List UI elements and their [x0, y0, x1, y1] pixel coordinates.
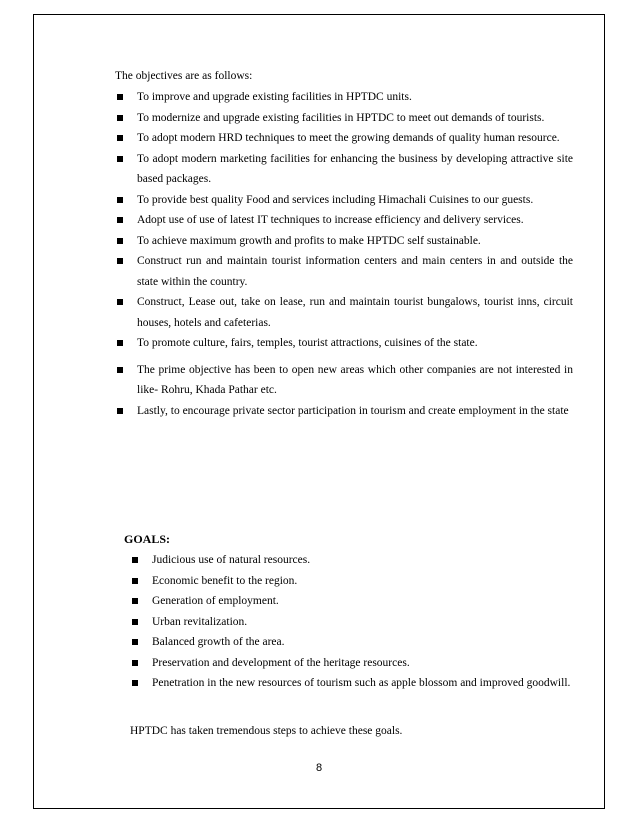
list-item [115, 210, 573, 231]
square-bullet-icon [117, 238, 123, 244]
list-item [115, 333, 573, 354]
square-bullet-icon [117, 217, 123, 223]
list-item [130, 673, 573, 694]
list-item [115, 401, 573, 422]
list-item-text: To promote culture, fairs, temples, tourist attractions, cuisines of the state. [137, 337, 478, 349]
list-item-text: Construct, Lease out, take on lease, run and maintain tourist bungalows, tourist inns, circuit houses, hotels and cafeterias. [137, 296, 573, 329]
list-item [115, 360, 573, 401]
square-bullet-icon [132, 619, 138, 625]
list-item [115, 108, 573, 129]
square-bullet-icon [132, 680, 138, 686]
square-bullet-icon [117, 340, 123, 346]
objectives-list [115, 87, 573, 421]
square-bullet-icon [117, 115, 123, 121]
list-item [115, 292, 573, 333]
list-item-text: Urban revitalization. [152, 615, 248, 628]
list-item-text: The prime objective has been to open new areas which other companies are not interested in like- Rohru, Khada Pathar etc. [137, 363, 573, 396]
square-bullet-icon [117, 367, 123, 373]
list-item [115, 149, 573, 190]
list-item [130, 612, 573, 633]
square-bullet-icon [117, 299, 123, 305]
list-item-text: To achieve maximum growth and profits to make HPTDC self sustainable. [137, 234, 481, 247]
list-item [130, 550, 573, 571]
list-item-text: To adopt modern HRD techniques to meet the growing demands of quality human resource. [137, 132, 560, 144]
list-item-text: To modernize and upgrade existing facilities in HPTDC to meet out demands of tourists. [137, 111, 545, 124]
list-item-text: Penetration in the new resources of tourism such as apple blossom and improved goodwill. [152, 677, 571, 689]
list-item [130, 653, 573, 674]
objectives-intro: The objectives are as follows: [115, 70, 253, 82]
list-item [115, 251, 573, 292]
list-item-text: Adopt use of use of latest IT techniques to increase efficiency and delivery services. [137, 214, 524, 226]
goals-list [130, 550, 573, 694]
square-bullet-icon [132, 660, 138, 666]
list-item-text: Preservation and development of the heritage resources. [152, 656, 410, 669]
square-bullet-icon [117, 94, 123, 100]
list-item-text: Generation of employment. [152, 595, 279, 607]
square-bullet-icon [117, 258, 123, 264]
page-number: 8 [315, 762, 323, 774]
list-item-text: Economic benefit to the region. [152, 574, 298, 587]
list-item [115, 231, 573, 252]
list-item [130, 632, 573, 653]
list-item [115, 190, 573, 211]
square-bullet-icon [132, 578, 138, 584]
list-item-text: To provide best quality Food and services including Himachali Cuisines to our guests. [137, 193, 534, 206]
list-item-text: Construct run and maintain tourist information centers and main centers in and outside the state within the country. [137, 255, 573, 288]
square-bullet-icon [117, 197, 123, 203]
closing-statement: HPTDC has taken tremendous steps to achieve these goals. [130, 725, 403, 737]
square-bullet-icon [117, 156, 123, 162]
goals-heading: GOALS: [124, 532, 171, 546]
list-item-text: To improve and upgrade existing facilities in HPTDC units. [137, 91, 412, 103]
square-bullet-icon [117, 135, 123, 141]
list-item [130, 591, 573, 612]
square-bullet-icon [132, 598, 138, 604]
square-bullet-icon [132, 639, 138, 645]
list-item [130, 571, 573, 592]
list-item-text: Balanced growth of the area. [152, 636, 285, 648]
list-item [115, 87, 573, 108]
square-bullet-icon [132, 557, 138, 563]
list-item-text: Lastly, to encourage private sector participation in tourism and create employment in the state [137, 404, 569, 417]
square-bullet-icon [117, 408, 123, 414]
list-item-text: Judicious use of natural resources. [152, 554, 311, 566]
list-item [115, 128, 573, 149]
list-item-text: To adopt modern marketing facilities for enhancing the business by developing attractive site based packages. [137, 152, 573, 185]
